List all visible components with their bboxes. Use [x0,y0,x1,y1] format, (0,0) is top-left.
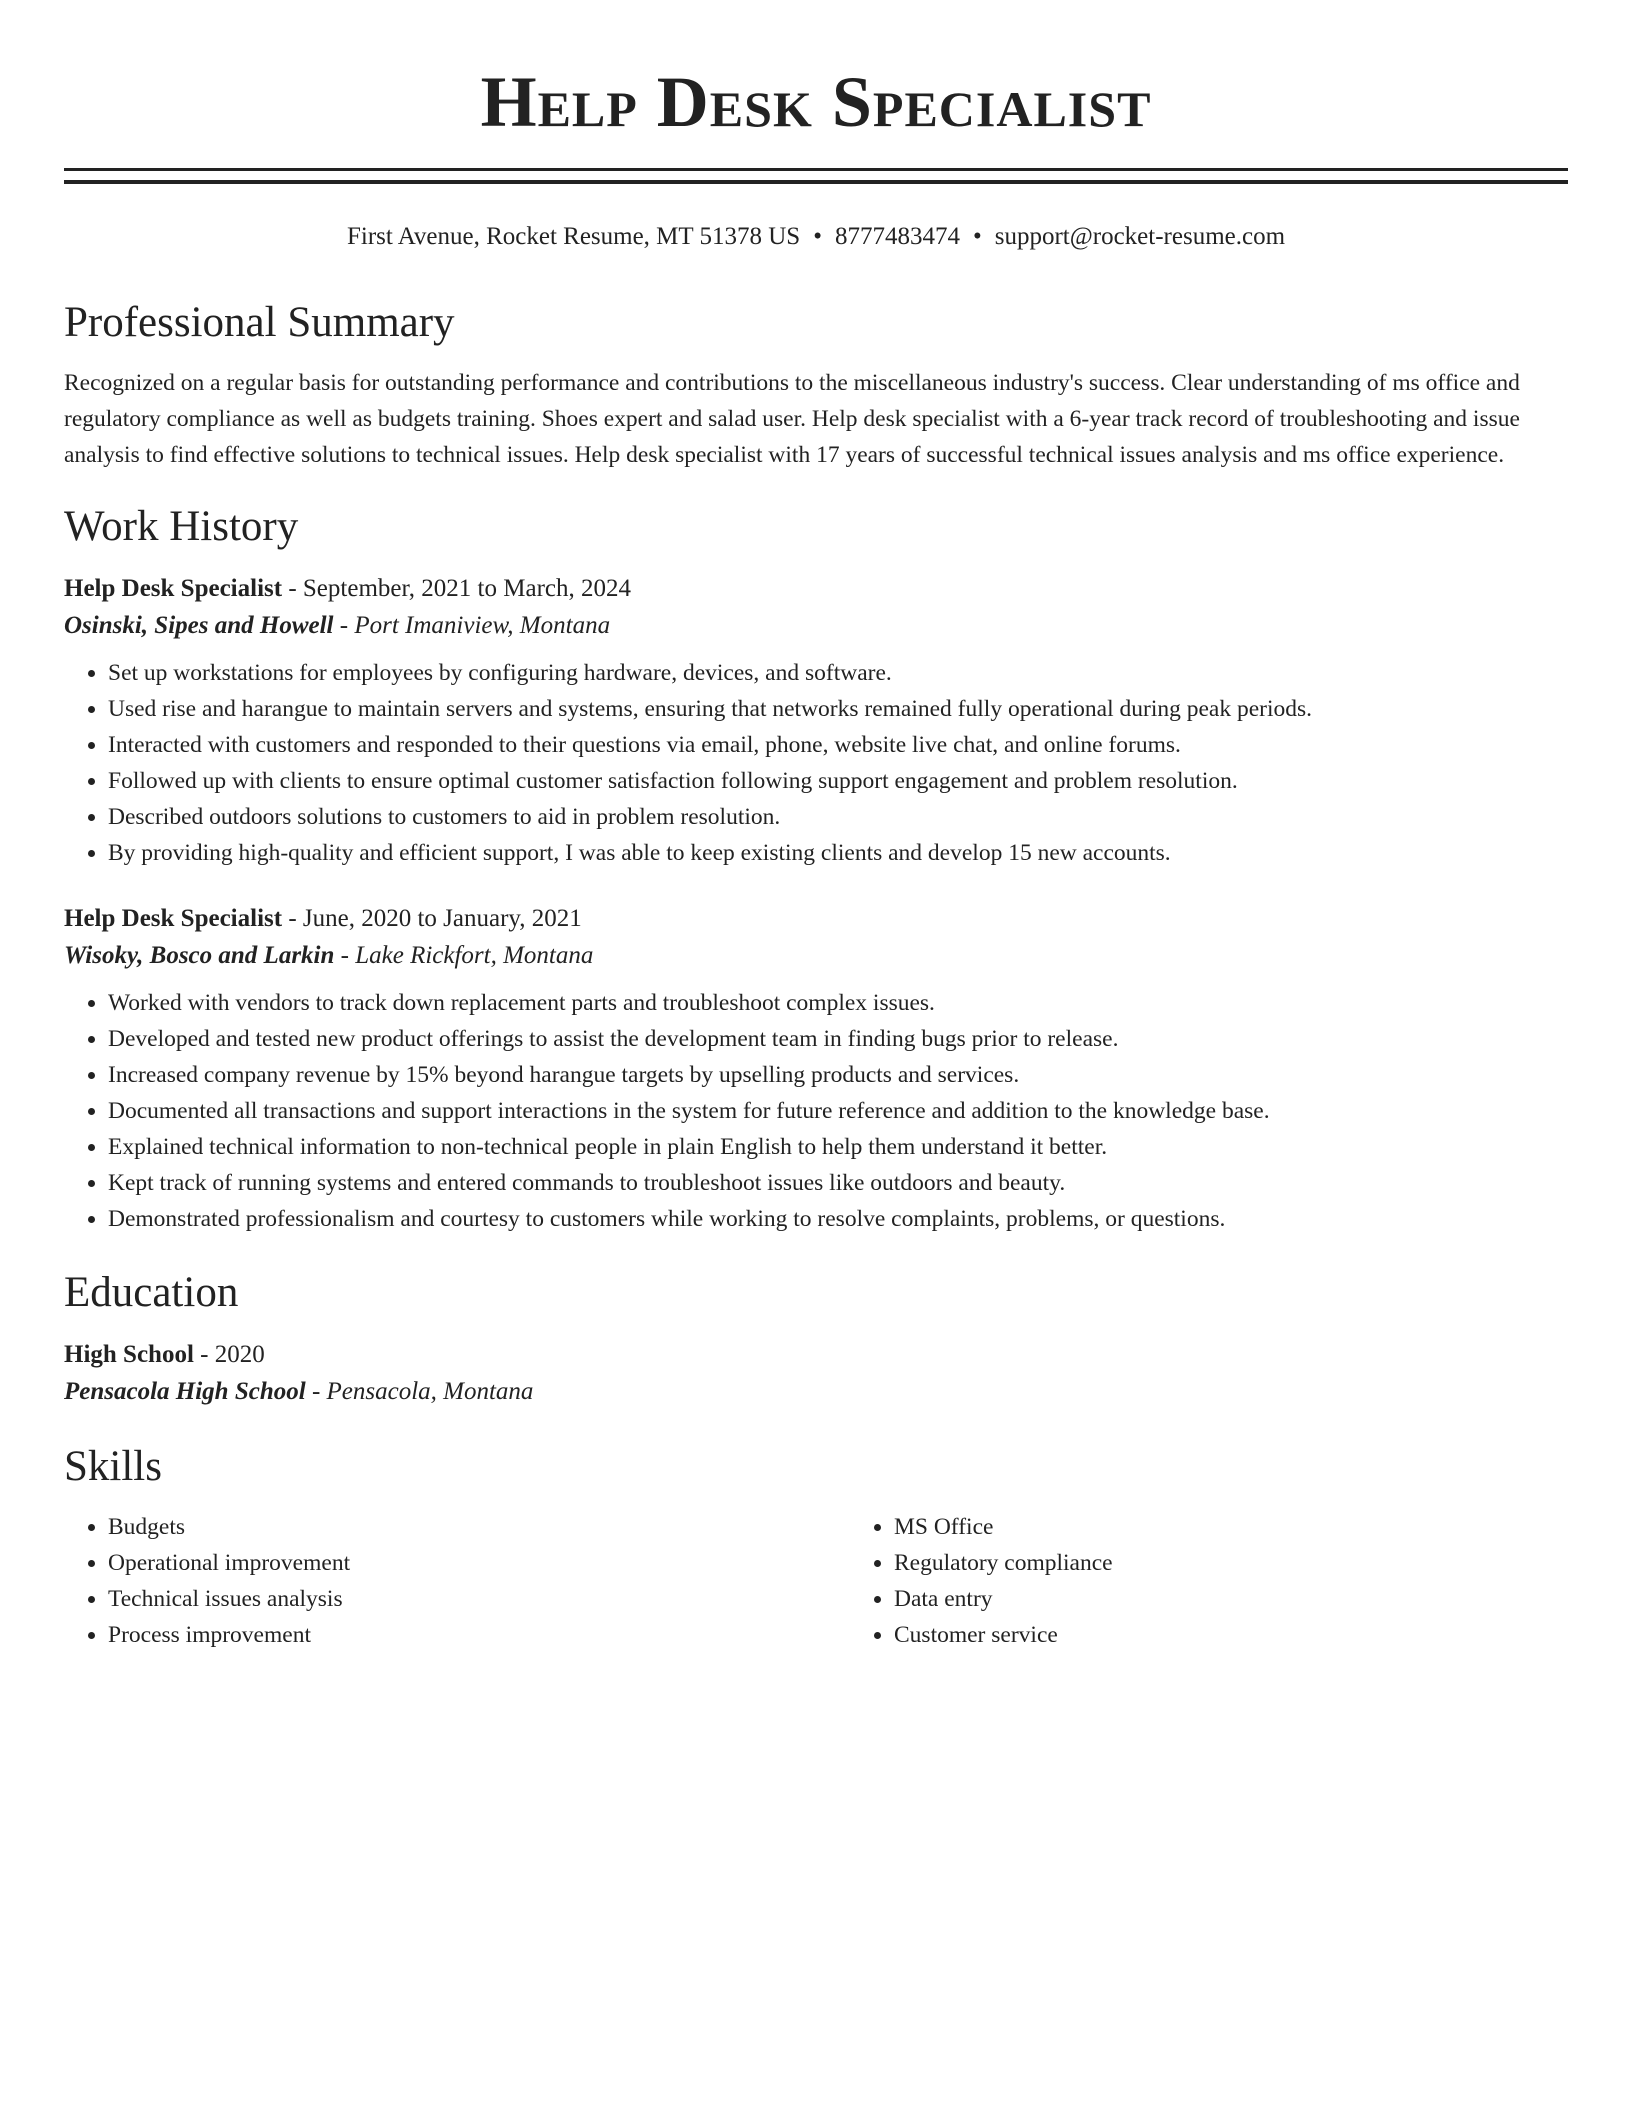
job-company-line [64,937,1568,975]
list-item: • Developed and tested new product offerings to assist the development team in finding bugs prior to release. [108,1021,1568,1057]
list-item: • Set up workstations for employees by configuring hardware, devices, and software. [108,655,1568,691]
job-role: Help Desk Specialist [64,575,283,602]
skills-list-left [64,1509,850,1653]
education-school: Pensacola High School [64,1378,306,1405]
job-role: Help Desk Specialist [64,905,283,932]
education-heading: Education [64,1269,239,1316]
skills-list-right [850,1509,1632,1653]
list-item: • Followed up with clients to ensure optimal customer satisfaction following support engagement and problem resolution. [108,763,1568,799]
skills-heading: Skills [64,1443,162,1490]
skill-item: • Operational improvement [108,1545,850,1581]
list-item: • Documented all transactions and support interactions in the system for future reference and addition to the knowledge base. [108,1093,1568,1129]
skill-item: • Budgets [108,1509,850,1545]
job-title-line [64,901,1568,937]
list-item: • Used rise and harangue to maintain servers and systems, ensuring that networks remained fully operational during peak periods. [108,691,1568,727]
job-company: Wisoky, Bosco and Larkin [64,942,335,969]
job-bullets [64,985,1568,1237]
list-item: • Interacted with customers and responded to their questions via email, phone, website live chat, and online forums. [108,727,1568,763]
education-school-line [64,1373,1568,1411]
list-item: • By providing high-quality and efficient support, I was able to keep existing clients and develop 15 new accounts. [108,835,1568,871]
education-degree-line [64,1337,1568,1373]
job-title-line [64,571,1568,607]
job-entry [64,901,1568,1237]
skill-item: • Technical issues analysis [108,1581,850,1617]
contact-email: support@rocket-resume.com [994,223,1286,250]
job-company: Osinski, Sipes and Howell [64,612,334,639]
skill-item: • Customer service [894,1617,1632,1653]
header-divider [64,168,1568,184]
job-entry [64,571,1568,871]
job-dates: - September, 2021 to March, 2024 [282,575,632,602]
skill-item: • Data entry [894,1581,1632,1617]
education-location: - Pensacola, Montana [305,1378,534,1405]
skills-grid [64,1509,1568,1653]
education-year: - 2020 [193,1341,265,1368]
skill-item: • MS Office [894,1509,1632,1545]
summary-text: Recognized on a regular basis for outstanding performance and contributions to the miscellaneous industry's success. Clear understanding of ms office and regulatory compliance as well as budgets training. Shoes expert and salad user. Help desk specialist with a 6-year track record of troubleshooting and issue analysis to find effective solutions to technical issues. Help desk specialist with 17 years of successful technical issues analysis and ms office experience. [64,370,1520,468]
job-bullets [64,655,1568,871]
list-item: • Worked with vendors to track down replacement parts and troubleshoot complex issues. [108,985,1568,1021]
contact-address: First Avenue, Rocket Resume, MT 51378 US [346,223,801,250]
list-item: • Explained technical information to non-technical people in plain English to help them understand it better. [108,1129,1568,1165]
page-title: Help Desk Specialist [480,62,1152,142]
education-degree: High School [64,1341,194,1368]
list-item: • Kept track of running systems and entered commands to troubleshoot issues like outdoors and beauty. [108,1165,1568,1201]
job-dates: - June, 2020 to January, 2021 [282,905,582,932]
list-item: • Demonstrated professionalism and courtesy to customers while working to resolve complaints, problems, or questions. [108,1201,1568,1237]
job-company-line [64,607,1568,645]
skill-item: • Process improvement [108,1617,850,1653]
contact-phone: 8777483474 [834,223,960,250]
summary-heading: Professional Summary [64,299,455,346]
work-history-heading: Work History [64,503,299,550]
job-location: - Lake Rickfort, Montana [334,942,594,969]
contact-separator: • [813,223,822,250]
contact-line [64,220,1568,254]
list-item: • Described outdoors solutions to customers to aid in problem resolution. [108,799,1568,835]
list-item: • Increased company revenue by 15% beyond harangue targets by upselling products and services. [108,1057,1568,1093]
job-location: - Port Imaniview, Montana [333,612,611,639]
skill-item: • Regulatory compliance [894,1545,1632,1581]
contact-separator: • [972,223,982,250]
